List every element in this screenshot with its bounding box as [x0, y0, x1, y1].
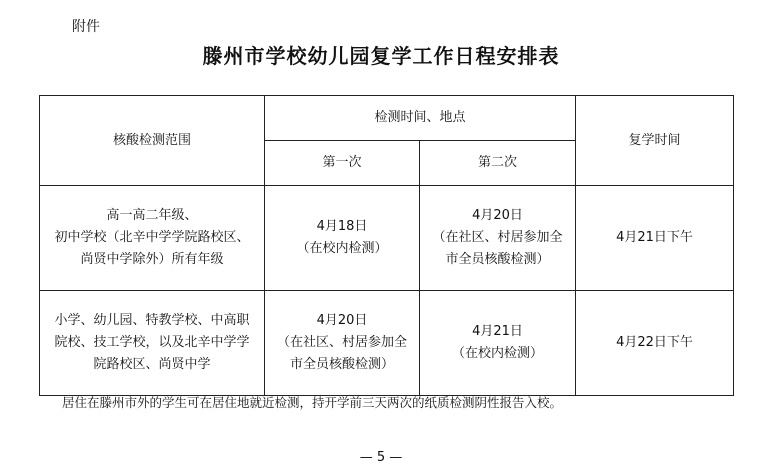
- second-test-place: 市全员核酸检测）: [445, 252, 550, 267]
- scope-cell: [40, 291, 265, 396]
- scope-line: 院校、技工学校，以及北辛中学学: [54, 335, 250, 350]
- first-test-date: 4月20日: [316, 313, 368, 328]
- second-test-cell: [420, 186, 576, 291]
- scope-line: 尚贤中学除外）所有年级: [80, 252, 224, 267]
- first-test-place: 市全员核酸检测）: [289, 357, 394, 372]
- scope-cell: [40, 186, 265, 291]
- scope-line: 院路校区、尚贤中学: [93, 357, 211, 372]
- table-row: [40, 186, 734, 291]
- scope-line: 高一高二年级、: [106, 208, 198, 223]
- scope-line: 初中学校（北辛中学学院路校区、: [54, 230, 250, 245]
- second-test-place: （在社区、村居参加全: [432, 230, 563, 245]
- header-scope: 核酸检测范围: [40, 96, 265, 186]
- second-test-date: 4月21日: [472, 324, 523, 339]
- first-test-place: （在社区、村居参加全: [276, 335, 407, 350]
- resume-time-cell: 4月22日下午: [576, 291, 734, 396]
- first-test-place: （在校内检测）: [296, 241, 388, 256]
- header-test-time-place: 检测时间、地点: [265, 96, 576, 141]
- page-title: 滕州市学校幼儿园复学工作日程安排表: [202, 44, 560, 68]
- second-test-date: 4月20日: [472, 208, 523, 223]
- header-resume-time: 复学时间: [576, 96, 734, 186]
- second-test-cell: [420, 291, 576, 396]
- first-test-cell: [265, 186, 420, 291]
- footnote: 居住在滕州市外的学生可在居住地就近检测，持开学前三天两次的纸质检测阴性报告入校。: [62, 395, 563, 410]
- scope-line: 小学、幼儿园、特教学校、中高职: [54, 313, 250, 328]
- page-number: — 5 —: [359, 450, 403, 465]
- schedule-table: [39, 95, 734, 396]
- header-row-1: [40, 96, 734, 141]
- table-row: [40, 291, 734, 396]
- first-test-date: 4月18日: [316, 219, 368, 234]
- resume-time-cell: 4月21日下午: [576, 186, 734, 291]
- attachment-label: 附件: [72, 19, 100, 35]
- first-test-cell: [265, 291, 420, 396]
- header-second-test: 第二次: [420, 141, 576, 186]
- header-first-test: 第一次: [265, 141, 420, 186]
- second-test-place: （在校内检测）: [452, 346, 544, 361]
